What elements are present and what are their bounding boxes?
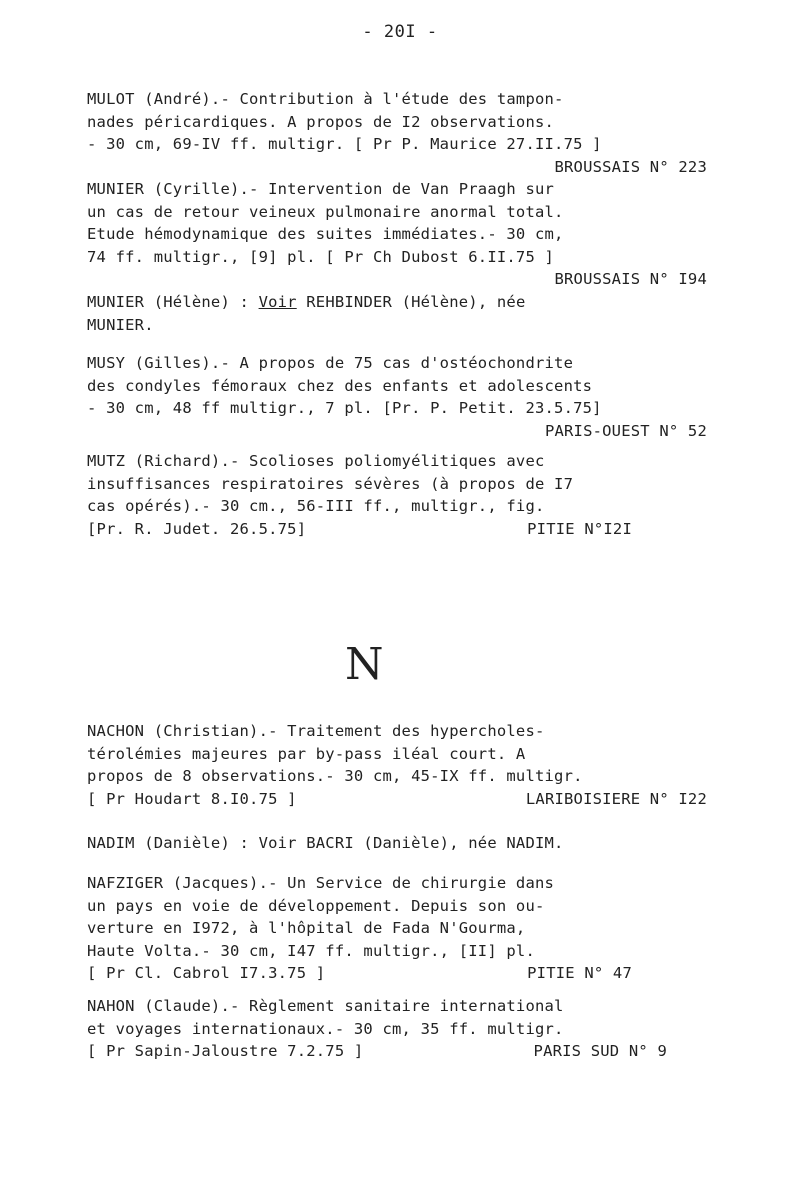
entry-line bbox=[87, 291, 707, 314]
entry-location: PITIE N° 47 bbox=[527, 964, 632, 982]
entry-text: MUNIER (Hélène) : bbox=[87, 293, 259, 311]
entry-munier-cyrille bbox=[87, 178, 707, 291]
entry-line: cas opérés).- 30 cm., 56-III ff., multigr., fig. bbox=[87, 497, 545, 515]
entry-line: et voyages internationaux.- 30 cm, 35 ff. multigr. bbox=[87, 1019, 564, 1038]
entry-nahon bbox=[87, 995, 707, 1063]
entry-line: un cas de retour veineux pulmonaire anormal total. bbox=[87, 202, 564, 221]
entry-line: - 30 cm, 69-IV ff. multigr. [ Pr P. Maurice 27.II.75 ] bbox=[87, 135, 602, 153]
entry-location: PARIS-OUEST N° 52 bbox=[544, 421, 707, 440]
entry-line: NAFZIGER (Jacques).- Un Service de chirurgie dans bbox=[87, 874, 555, 892]
entry-line bbox=[87, 1040, 667, 1063]
entry-reference: [ Pr Cl. Cabrol I7.3.75 ] bbox=[87, 964, 326, 982]
entry-line: des condyles fémoraux chez des enfants et adolescents bbox=[87, 376, 593, 395]
entry-line: 74 ff. multigr., [9] pl. [ Pr Ch Dubost 6.II.75 ] bbox=[87, 247, 555, 266]
section-letter-heading: N bbox=[345, 639, 384, 690]
entry-line bbox=[87, 788, 707, 811]
entry-location: BROUSSAIS N° 223 bbox=[554, 157, 707, 176]
entry-reference: [ Pr Sapin-Jaloustre 7.2.75 ] bbox=[87, 1042, 364, 1060]
entry-mutz bbox=[87, 450, 707, 540]
entry-line: MUNIER. bbox=[87, 315, 154, 334]
entry-line: verture en I972, à l'hôpital de Fada N'Gourma, bbox=[87, 919, 526, 937]
entry-location: BROUSSAIS N° I94 bbox=[554, 270, 707, 288]
entry-line: NADIM (Danièle) : Voir BACRI (Danièle), née NADIM. bbox=[87, 834, 564, 852]
entry-line: térolémies majeures par by-pass iléal court. A bbox=[87, 744, 526, 763]
entry-musy bbox=[87, 352, 707, 442]
entry-reference: [ Pr Houdart 8.I0.75 ] bbox=[87, 789, 297, 808]
entry-location: LARIBOISIERE N° I22 bbox=[525, 789, 707, 808]
entry-line: NAHON (Claude).- Règlement sanitaire international bbox=[87, 997, 564, 1015]
entry-line: - 30 cm, 48 ff multigr., 7 pl. [Pr. P. Petit. 23.5.75] bbox=[87, 399, 602, 417]
entry-nachon bbox=[87, 720, 707, 810]
entry-reference: [Pr. R. Judet. 26.5.75] bbox=[87, 519, 307, 538]
entry-line: MULOT (André).- Contribution à l'étude des tampon- bbox=[87, 90, 564, 108]
entry-location: PARIS SUD N° 9 bbox=[533, 1042, 667, 1060]
entry-text: REHBINDER (Hélène), née bbox=[296, 293, 526, 311]
entry-mulot bbox=[87, 88, 707, 178]
entry-nafziger bbox=[87, 872, 707, 985]
entry-line: nades péricardiques. A propos de I2 observations. bbox=[87, 112, 555, 131]
entry-line: MUSY (Gilles).- A propos de 75 cas d'ostéochondrite bbox=[87, 354, 574, 372]
entry-line: un pays en voie de développement. Depuis son ou- bbox=[87, 896, 545, 915]
entry-line: Haute Volta.- 30 cm, I47 ff. multigr., [II] pl. bbox=[87, 941, 535, 960]
entry-line: insuffisances respiratoires sévères (à propos de I7 bbox=[87, 474, 574, 493]
entry-line: MUTZ (Richard).- Scolioses poliomyélitiques avec bbox=[87, 452, 545, 470]
entry-line: Etude hémodynamique des suites immédiates.- 30 cm, bbox=[87, 225, 564, 243]
entry-nadim bbox=[87, 832, 707, 855]
see-also-link[interactable]: Voir bbox=[258, 293, 297, 311]
entry-line: NACHON (Christian).- Traitement des hypercholes- bbox=[87, 722, 545, 740]
entry-munier-helene bbox=[87, 291, 707, 336]
entry-line: propos de 8 observations.- 30 cm, 45-IX ff. multigr. bbox=[87, 767, 583, 785]
page-number: - 20I - bbox=[362, 22, 438, 42]
entry-line bbox=[87, 518, 632, 541]
entry-line bbox=[87, 962, 632, 985]
entry-line: MUNIER (Cyrille).- Intervention de Van Praagh sur bbox=[87, 180, 555, 198]
entry-location: PITIE N°I2I bbox=[527, 519, 632, 538]
